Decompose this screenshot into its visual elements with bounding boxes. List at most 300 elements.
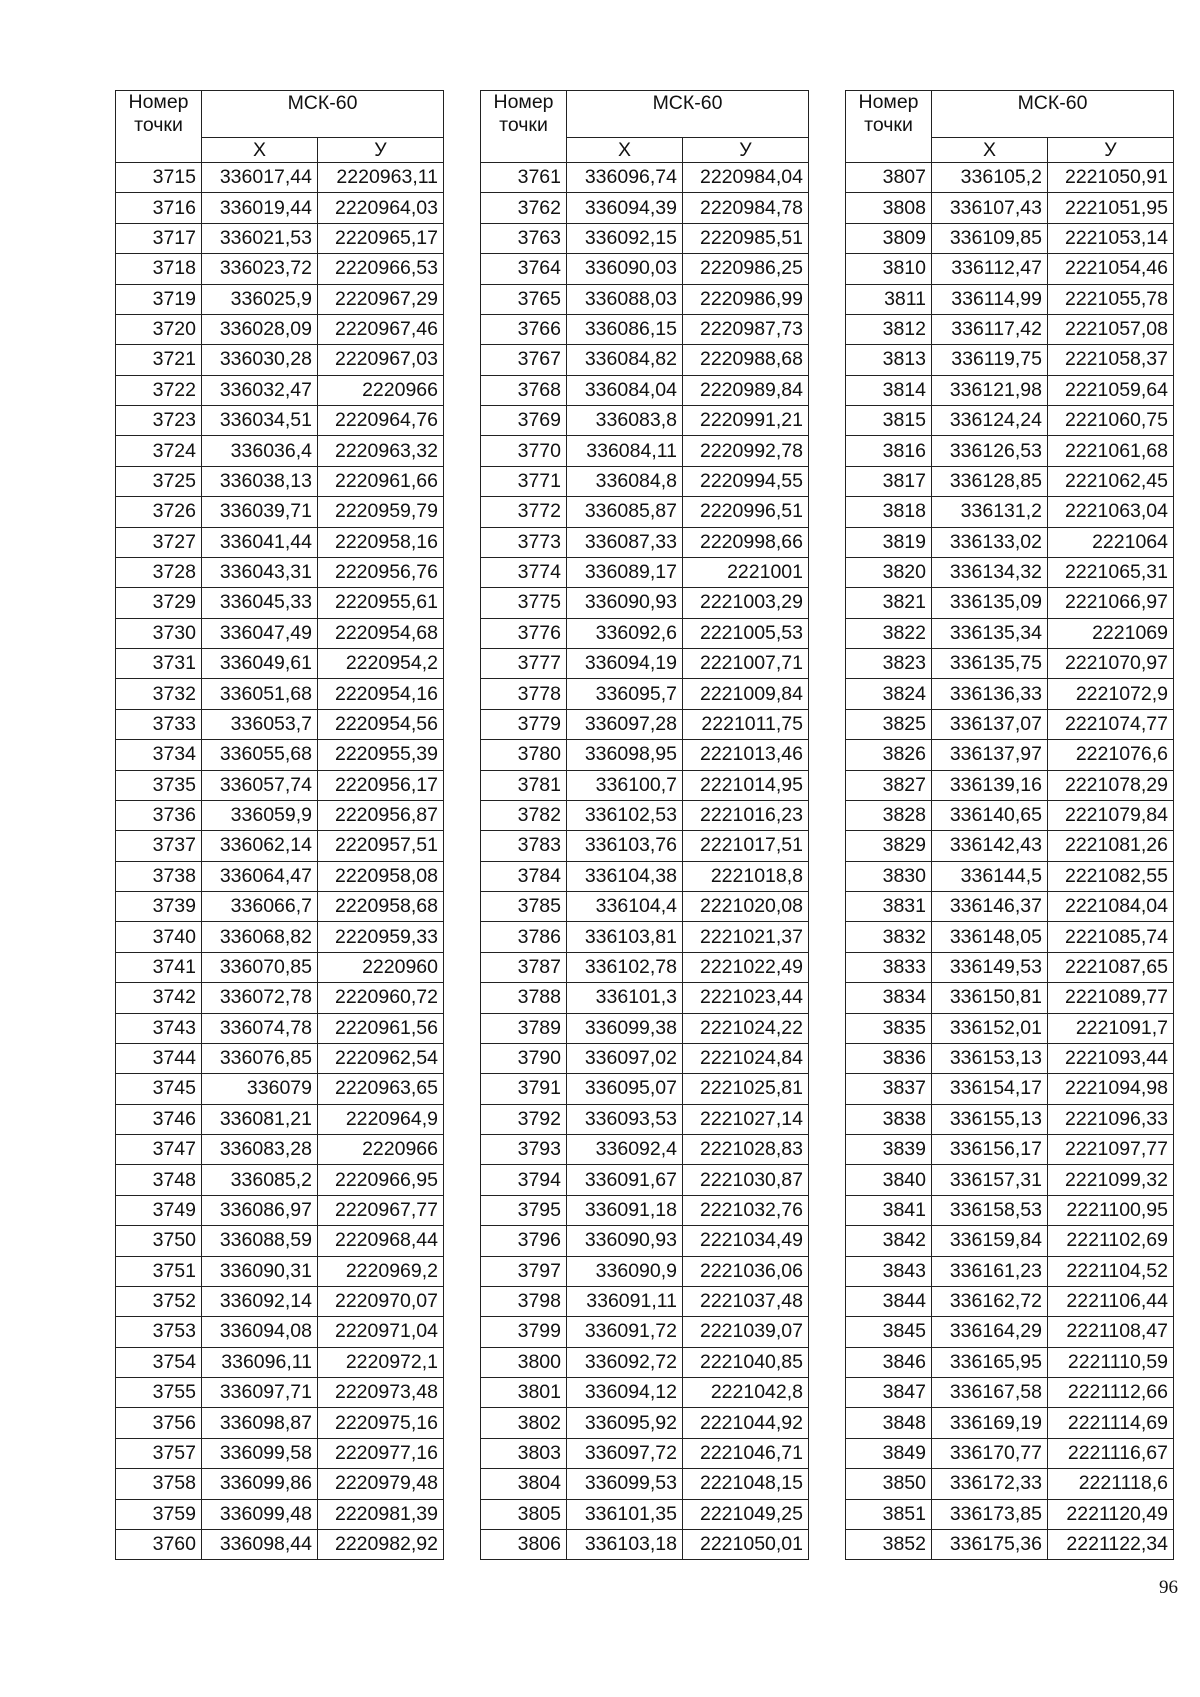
x-coord-cell: 336068,82 (202, 922, 318, 952)
y-coord-cell: 2221054,46 (1048, 254, 1174, 284)
x-coord-cell: 336074,78 (202, 1013, 318, 1043)
x-coord-cell: 336172,33 (932, 1469, 1048, 1499)
point-number-cell: 3808 (846, 193, 932, 223)
point-number-cell: 3824 (846, 679, 932, 709)
y-coord-cell: 2221044,92 (683, 1408, 809, 1438)
table-row (481, 1256, 809, 1286)
x-coord-cell: 336072,78 (202, 983, 318, 1013)
y-coord-cell: 2220970,07 (318, 1286, 444, 1316)
table-row (481, 618, 809, 648)
x-coord-cell: 336090,9 (567, 1256, 683, 1286)
point-number-cell: 3735 (116, 770, 202, 800)
x-coord-cell: 336161,23 (932, 1256, 1048, 1286)
table-row (116, 861, 444, 891)
table-row (481, 163, 809, 193)
table-row (116, 345, 444, 375)
point-number-cell: 3800 (481, 1347, 567, 1377)
y-coord-cell: 2221087,65 (1048, 952, 1174, 982)
table-row (846, 163, 1174, 193)
x-coord-cell: 336086,97 (202, 1195, 318, 1225)
point-number-cell: 3720 (116, 314, 202, 344)
y-coord-cell: 2220967,46 (318, 314, 444, 344)
table-row (481, 679, 809, 709)
x-coord-cell: 336134,32 (932, 557, 1048, 587)
y-coord-cell: 2221084,04 (1048, 892, 1174, 922)
point-number-cell: 3744 (116, 1043, 202, 1073)
x-coord-cell: 336159,84 (932, 1226, 1048, 1256)
table-row (481, 1438, 809, 1468)
point-number-cell: 3849 (846, 1438, 932, 1468)
table-row (481, 1499, 809, 1529)
point-number-header: Номер точки (846, 91, 932, 163)
table-row (116, 831, 444, 861)
point-number-cell: 3838 (846, 1104, 932, 1134)
table-row (116, 1256, 444, 1286)
point-number-cell: 3835 (846, 1013, 932, 1043)
point-number-cell: 3789 (481, 1013, 567, 1043)
y-coord-cell: 2220967,77 (318, 1195, 444, 1225)
table-row (116, 406, 444, 436)
y-coord-cell: 2221108,47 (1048, 1317, 1174, 1347)
point-number-cell: 3765 (481, 284, 567, 314)
y-coord-cell: 2221069 (1048, 618, 1174, 648)
y-coord-cell: 2221053,14 (1048, 223, 1174, 253)
table-row (846, 557, 1174, 587)
x-coord-cell: 336093,53 (567, 1104, 683, 1134)
point-number-cell: 3817 (846, 466, 932, 496)
y-coord-cell: 2220967,29 (318, 284, 444, 314)
y-coord-cell: 2220962,54 (318, 1043, 444, 1073)
table-row (846, 1104, 1174, 1134)
table-row (116, 284, 444, 314)
x-coord-cell: 336167,58 (932, 1378, 1048, 1408)
x-coord-cell: 336057,74 (202, 770, 318, 800)
x-coord-cell: 336092,4 (567, 1135, 683, 1165)
y-coord-cell: 2220961,66 (318, 466, 444, 496)
x-coord-cell: 336094,19 (567, 649, 683, 679)
y-coord-cell: 2221014,95 (683, 770, 809, 800)
x-coord-cell: 336094,08 (202, 1317, 318, 1347)
point-number-cell: 3794 (481, 1165, 567, 1195)
point-number-cell: 3733 (116, 709, 202, 739)
x-coord-cell: 336092,72 (567, 1347, 683, 1377)
point-number-cell: 3812 (846, 314, 932, 344)
table-row (116, 1286, 444, 1316)
y-coord-cell: 2221017,51 (683, 831, 809, 861)
table-row (846, 831, 1174, 861)
point-number-cell: 3821 (846, 588, 932, 618)
y-coord-cell: 2220969,2 (318, 1256, 444, 1286)
table-row (116, 375, 444, 405)
y-coord-cell: 2221112,66 (1048, 1378, 1174, 1408)
table-row (846, 1378, 1174, 1408)
point-number-cell: 3769 (481, 406, 567, 436)
point-number-cell: 3747 (116, 1135, 202, 1165)
y-coord-cell: 2221122,34 (1048, 1529, 1174, 1559)
point-number-cell: 3811 (846, 284, 932, 314)
point-number-cell: 3825 (846, 709, 932, 739)
x-coord-cell: 336162,72 (932, 1286, 1048, 1316)
point-number-cell: 3751 (116, 1256, 202, 1286)
point-number-cell: 3852 (846, 1529, 932, 1559)
x-coord-cell: 336099,86 (202, 1469, 318, 1499)
x-coord-cell: 336133,02 (932, 527, 1048, 557)
point-number-cell: 3820 (846, 557, 932, 587)
y-coord-cell: 2221023,44 (683, 983, 809, 1013)
table-row (116, 1135, 444, 1165)
point-number-cell: 3787 (481, 952, 567, 982)
point-number-cell: 3810 (846, 254, 932, 284)
y-coord-cell: 2221089,77 (1048, 983, 1174, 1013)
table-row (116, 1529, 444, 1559)
table-row (481, 497, 809, 527)
coords-table-3 (845, 90, 1174, 1560)
table-row (116, 163, 444, 193)
x-coord-cell: 336034,51 (202, 406, 318, 436)
point-number-cell: 3797 (481, 1256, 567, 1286)
table-row (116, 800, 444, 830)
point-number-cell: 3739 (116, 892, 202, 922)
y-coord-cell: 2221062,45 (1048, 466, 1174, 496)
y-coord-cell: 2221025,81 (683, 1074, 809, 1104)
y-coord-cell: 2221024,84 (683, 1043, 809, 1073)
y-coord-cell: 2220954,56 (318, 709, 444, 739)
x-coord-cell: 336047,49 (202, 618, 318, 648)
table-row (481, 1286, 809, 1316)
y-coord-cell: 2221050,01 (683, 1529, 809, 1559)
x-coord-cell: 336099,53 (567, 1469, 683, 1499)
table-row (481, 770, 809, 800)
y-coord-cell: 2220956,17 (318, 770, 444, 800)
coordinate-system-header: МСК-60 (932, 91, 1174, 138)
y-coord-cell: 2221104,52 (1048, 1256, 1174, 1286)
x-coord-cell: 336128,85 (932, 466, 1048, 496)
x-coord-cell: 336104,4 (567, 892, 683, 922)
table-row (846, 1135, 1174, 1165)
x-coord-cell: 336098,95 (567, 740, 683, 770)
x-coord-cell: 336095,07 (567, 1074, 683, 1104)
table-row (116, 436, 444, 466)
table-row (846, 1499, 1174, 1529)
x-coord-cell: 336142,43 (932, 831, 1048, 861)
x-coord-cell: 336098,87 (202, 1408, 318, 1438)
y-coord-cell: 2220966 (318, 1135, 444, 1165)
table-row (481, 1408, 809, 1438)
table-row (846, 1165, 1174, 1195)
y-header: У (683, 138, 809, 163)
y-coord-cell: 2221097,77 (1048, 1135, 1174, 1165)
y-coord-cell: 2221020,08 (683, 892, 809, 922)
y-coord-cell: 2221011,75 (683, 709, 809, 739)
y-coord-cell: 2221079,84 (1048, 800, 1174, 830)
y-coord-cell: 2220956,87 (318, 800, 444, 830)
x-coord-cell: 336095,7 (567, 679, 683, 709)
x-coord-cell: 336135,75 (932, 649, 1048, 679)
table-row (481, 861, 809, 891)
point-number-cell: 3729 (116, 588, 202, 618)
x-coord-cell: 336102,78 (567, 952, 683, 982)
point-number-cell: 3740 (116, 922, 202, 952)
point-number-cell: 3725 (116, 466, 202, 496)
point-number-cell: 3726 (116, 497, 202, 527)
table-row (481, 254, 809, 284)
x-coord-cell: 336158,53 (932, 1195, 1048, 1225)
y-coord-cell: 2220966,95 (318, 1165, 444, 1195)
point-number-cell: 3750 (116, 1226, 202, 1256)
y-coord-cell: 2220977,16 (318, 1438, 444, 1468)
table-row (846, 1529, 1174, 1559)
point-number-cell: 3779 (481, 709, 567, 739)
y-coord-cell: 2220964,03 (318, 193, 444, 223)
y-coord-cell: 2220958,16 (318, 527, 444, 557)
point-number-cell: 3737 (116, 831, 202, 861)
point-number-cell: 3718 (116, 254, 202, 284)
table-row (116, 497, 444, 527)
y-coord-cell: 2221042,8 (683, 1378, 809, 1408)
table-row (481, 709, 809, 739)
point-number-cell: 3764 (481, 254, 567, 284)
y-coord-cell: 2220959,33 (318, 922, 444, 952)
table-row (846, 800, 1174, 830)
table-row (481, 466, 809, 496)
x-coord-cell: 336170,77 (932, 1438, 1048, 1468)
x-coord-cell: 336157,31 (932, 1165, 1048, 1195)
table-row (116, 1195, 444, 1225)
y-coord-cell: 2220984,78 (683, 193, 809, 223)
point-number-cell: 3832 (846, 922, 932, 952)
x-coord-cell: 336055,68 (202, 740, 318, 770)
point-number-cell: 3781 (481, 770, 567, 800)
table-row (481, 1195, 809, 1225)
point-number-cell: 3836 (846, 1043, 932, 1073)
table-row (846, 770, 1174, 800)
x-coord-cell: 336017,44 (202, 163, 318, 193)
table-row (846, 1438, 1174, 1468)
x-coord-cell: 336090,03 (567, 254, 683, 284)
y-coord-cell: 2220964,9 (318, 1104, 444, 1134)
y-coord-cell: 2221096,33 (1048, 1104, 1174, 1134)
point-number-cell: 3768 (481, 375, 567, 405)
y-coord-cell: 2220966 (318, 375, 444, 405)
point-number-cell: 3842 (846, 1226, 932, 1256)
point-number-cell: 3798 (481, 1286, 567, 1316)
table-row (116, 588, 444, 618)
point-number-cell: 3792 (481, 1104, 567, 1134)
y-coord-cell: 2221064 (1048, 527, 1174, 557)
table-row (481, 922, 809, 952)
point-number-cell: 3846 (846, 1347, 932, 1377)
x-coord-cell: 336038,13 (202, 466, 318, 496)
table-row (116, 1074, 444, 1104)
table-row (846, 1347, 1174, 1377)
x-coord-cell: 336099,38 (567, 1013, 683, 1043)
point-number-cell: 3736 (116, 800, 202, 830)
y-coord-cell: 2221070,97 (1048, 649, 1174, 679)
y-coord-cell: 2221085,74 (1048, 922, 1174, 952)
table-row (481, 1469, 809, 1499)
y-coord-cell: 2221013,46 (683, 740, 809, 770)
table-row (116, 254, 444, 284)
table-row (846, 588, 1174, 618)
y-coord-cell: 2220967,03 (318, 345, 444, 375)
x-coord-cell: 336039,71 (202, 497, 318, 527)
x-coord-cell: 336112,47 (932, 254, 1048, 284)
point-number-cell: 3803 (481, 1438, 567, 1468)
y-coord-cell: 2221061,68 (1048, 436, 1174, 466)
x-coord-cell: 336045,33 (202, 588, 318, 618)
point-number-cell: 3845 (846, 1317, 932, 1347)
point-number-cell: 3770 (481, 436, 567, 466)
x-coord-cell: 336114,99 (932, 284, 1048, 314)
table-row (846, 314, 1174, 344)
table-row (846, 679, 1174, 709)
x-coord-cell: 336094,12 (567, 1378, 683, 1408)
point-number-cell: 3772 (481, 497, 567, 527)
table-row (846, 1226, 1174, 1256)
point-number-cell: 3799 (481, 1317, 567, 1347)
table-row (116, 679, 444, 709)
table-row (846, 466, 1174, 496)
table-row (846, 527, 1174, 557)
point-number-cell: 3763 (481, 223, 567, 253)
point-number-cell: 3795 (481, 1195, 567, 1225)
point-number-cell: 3848 (846, 1408, 932, 1438)
y-coord-cell: 2221051,95 (1048, 193, 1174, 223)
point-number-cell: 3841 (846, 1195, 932, 1225)
point-number-cell: 3791 (481, 1074, 567, 1104)
y-coord-cell: 2220960,72 (318, 983, 444, 1013)
x-coord-cell: 336100,7 (567, 770, 683, 800)
table-row (116, 1378, 444, 1408)
x-coord-cell: 336064,47 (202, 861, 318, 891)
x-coord-cell: 336090,93 (567, 1226, 683, 1256)
x-coord-cell: 336083,28 (202, 1135, 318, 1165)
point-number-cell: 3823 (846, 649, 932, 679)
coords-table-1 (115, 90, 444, 1560)
point-number-cell: 3719 (116, 284, 202, 314)
y-coord-cell: 2220992,78 (683, 436, 809, 466)
point-number-cell: 3766 (481, 314, 567, 344)
x-coord-cell: 336152,01 (932, 1013, 1048, 1043)
point-number-cell: 3776 (481, 618, 567, 648)
table-row (116, 1408, 444, 1438)
point-number-cell: 3807 (846, 163, 932, 193)
x-coord-cell: 336102,53 (567, 800, 683, 830)
y-coord-cell: 2221024,22 (683, 1013, 809, 1043)
point-number-cell: 3748 (116, 1165, 202, 1195)
x-coord-cell: 336156,17 (932, 1135, 1048, 1165)
point-number-cell: 3830 (846, 861, 932, 891)
table-row (481, 345, 809, 375)
point-number-cell: 3738 (116, 861, 202, 891)
table-row (116, 1347, 444, 1377)
table-row (846, 1074, 1174, 1104)
y-coord-cell: 2221030,87 (683, 1165, 809, 1195)
table-row (481, 436, 809, 466)
y-coord-cell: 2220975,16 (318, 1408, 444, 1438)
point-number-cell: 3783 (481, 831, 567, 861)
table-row (846, 345, 1174, 375)
table-row (481, 406, 809, 436)
y-coord-cell: 2221032,76 (683, 1195, 809, 1225)
x-coord-cell: 336091,67 (567, 1165, 683, 1195)
x-coord-cell: 336140,65 (932, 800, 1048, 830)
table-row (116, 314, 444, 344)
x-coord-cell: 336155,13 (932, 1104, 1048, 1134)
x-coord-cell: 336091,18 (567, 1195, 683, 1225)
table-row (116, 709, 444, 739)
table-row (481, 740, 809, 770)
table-row (846, 406, 1174, 436)
x-coord-cell: 336135,09 (932, 588, 1048, 618)
point-number-cell: 3790 (481, 1043, 567, 1073)
point-number-cell: 3752 (116, 1286, 202, 1316)
y-coord-cell: 2220994,55 (683, 466, 809, 496)
y-coord-cell: 2221009,84 (683, 679, 809, 709)
y-coord-cell: 2220961,56 (318, 1013, 444, 1043)
y-coord-cell: 2220954,2 (318, 649, 444, 679)
x-coord-cell: 336164,29 (932, 1317, 1048, 1347)
x-coord-cell: 336137,07 (932, 709, 1048, 739)
y-coord-cell: 2221116,67 (1048, 1438, 1174, 1468)
x-coord-cell: 336066,7 (202, 892, 318, 922)
x-coord-cell: 336173,85 (932, 1499, 1048, 1529)
y-coord-cell: 2221021,37 (683, 922, 809, 952)
table-row (481, 375, 809, 405)
table-row (481, 952, 809, 982)
x-coord-cell: 336087,33 (567, 527, 683, 557)
y-coord-cell: 2220998,66 (683, 527, 809, 557)
point-number-cell: 3833 (846, 952, 932, 982)
table-row (116, 892, 444, 922)
y-coord-cell: 2221018,8 (683, 861, 809, 891)
y-coord-cell: 2221046,71 (683, 1438, 809, 1468)
y-coord-cell: 2220986,99 (683, 284, 809, 314)
table-row (116, 1499, 444, 1529)
x-header: X (932, 138, 1048, 163)
table-row (846, 952, 1174, 982)
point-number-cell: 3780 (481, 740, 567, 770)
table-row (116, 223, 444, 253)
y-coord-cell: 2221057,08 (1048, 314, 1174, 344)
x-coord-cell: 336090,93 (567, 588, 683, 618)
y-coord-cell: 2221120,49 (1048, 1499, 1174, 1529)
y-coord-cell: 2220963,32 (318, 436, 444, 466)
coordinate-system-header: МСК-60 (567, 91, 809, 138)
point-number-cell: 3743 (116, 1013, 202, 1043)
x-coord-cell: 336083,8 (567, 406, 683, 436)
point-number-cell: 3717 (116, 223, 202, 253)
table-row (846, 1256, 1174, 1286)
y-coord-cell: 2220968,44 (318, 1226, 444, 1256)
point-number-cell: 3815 (846, 406, 932, 436)
point-number-cell: 3728 (116, 557, 202, 587)
x-coord-cell: 336144,5 (932, 861, 1048, 891)
x-coord-cell: 336097,28 (567, 709, 683, 739)
table-row (846, 1408, 1174, 1438)
x-coord-cell: 336051,68 (202, 679, 318, 709)
y-coord-cell: 2221114,69 (1048, 1408, 1174, 1438)
x-coord-cell: 336101,3 (567, 983, 683, 1013)
x-coord-cell: 336079 (202, 1074, 318, 1104)
x-coord-cell: 336081,21 (202, 1104, 318, 1134)
y-coord-cell: 2221102,69 (1048, 1226, 1174, 1256)
x-coord-cell: 336099,58 (202, 1438, 318, 1468)
point-number-cell: 3773 (481, 527, 567, 557)
table-row (846, 1469, 1174, 1499)
point-number-cell: 3774 (481, 557, 567, 587)
point-number-cell: 3851 (846, 1499, 932, 1529)
